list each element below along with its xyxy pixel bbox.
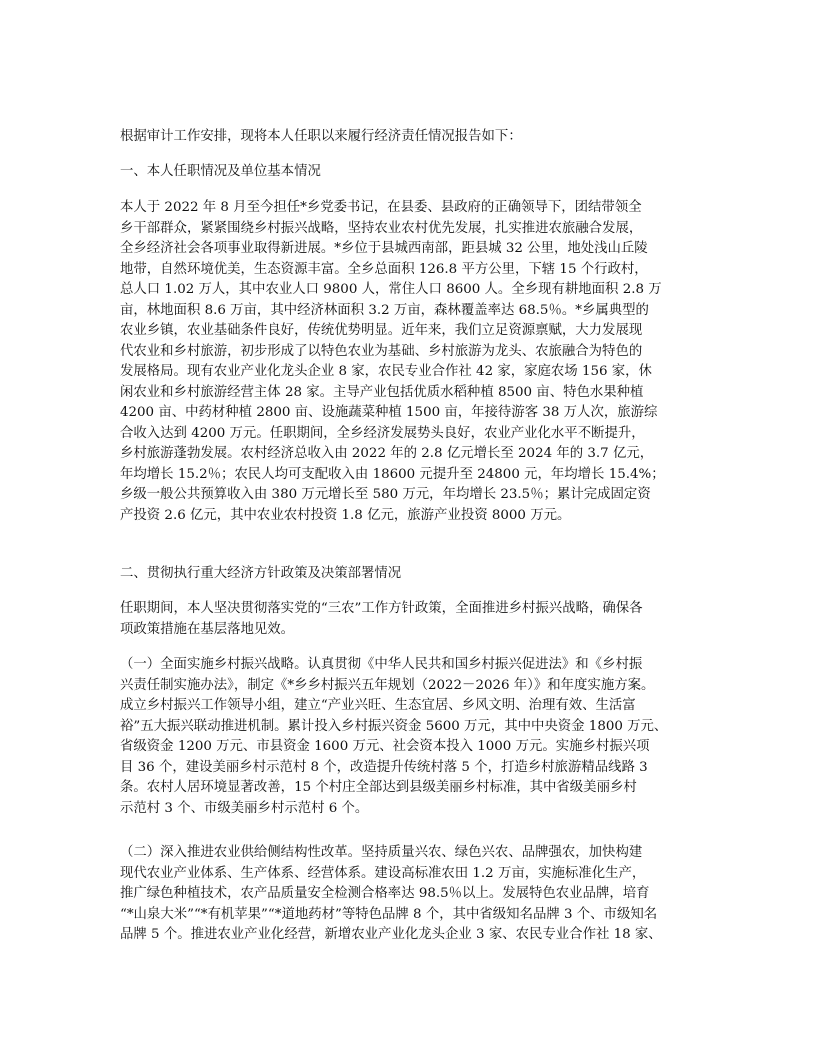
rural-revitalization-paragraph (120, 655, 710, 819)
policy-intro-paragraph (120, 599, 710, 640)
text-line: 产投资 2.6 亿元，其中农业农村投资 1.8 亿元，旅游产业投资 8000 万元。 (120, 507, 571, 523)
intro-paragraph (120, 127, 710, 148)
heading-line: 一、本人任职情况及单位基本情况 (120, 164, 321, 179)
text-line: 全乡经济社会各项事业取得新进展。*乡位于县城西南部，距县城 32 公里，地处浅山丘陵 (120, 241, 648, 256)
text-line: 示范村 3 个、市级美丽乡村示范村 6 个。 (120, 800, 369, 816)
text-line: 品牌 5 个。推进农业产业化经营，新增农业产业化龙头企业 3 家、农民专业合作社 18 家、 (120, 927, 662, 942)
text-line: 项政策措施在基层落地见效。 (120, 621, 295, 637)
text-line: 合收入达到 4200 万元。任职期间，全乡经济发展势头良好，农业产业化水平不断提升， (120, 425, 645, 441)
text-line: 闲农业和乡村旅游经营主体 28 家。主导产业包括优质水稻种植 8500 亩、特色水果种植 (120, 384, 644, 400)
section-heading-1 (120, 162, 710, 183)
text-line: 成立乡村振兴工作领导小组，建立“产业兴旺、生态宜居、乡风文明、治理有效、生活富 (120, 698, 636, 713)
text-line: （一）全面实施乡村振兴战略。认真贯彻《中华人民共和国乡村振兴促进法》和《乡村振 (120, 657, 643, 672)
text-line: 农业乡镇，农业基础条件良好，传统优势明显。近年来，我们立足资源禀赋，大力发展现 (120, 323, 643, 338)
text-line: 发展格局。现有农业产业化龙头企业 8 家，农民专业合作社 42 家，家庭农场 156 家，休 (120, 364, 652, 379)
text-line: 根据审计工作安排，现将本人任职以来履行经济责任情况报告如下： (120, 129, 522, 144)
text-line: 亩，林地面积 8.6 万亩，其中经济林面积 3.2 万亩，森林覆盖率达 68.5％。*乡属典型的 (120, 302, 649, 318)
text-line: 地带，自然环境优美，生态资源丰富。全乡总面积 126.8 平方公里，下辖 15 个行政村， (120, 261, 648, 277)
text-line: 现代农业产业体系、生产体系、经营体系。建设高标准农田 1.2 万亩，实施标准化生产， (120, 865, 646, 881)
text-line: “*山泉大米”“*有机苹果”“*道地药材”等特色品牌 8 个，其中省级知名品牌 3 个、市级知名 (120, 906, 658, 922)
text-line: 裕”五大振兴联动推进机制。累计投入乡村振兴资金 5600 万元，其中中央资金 1800 万元、 (120, 718, 668, 734)
text-line: 省级资金 1200 万元、市县资金 1600 万元、社会资本投入 1000 万元。实施乡村振兴项 (120, 739, 650, 754)
heading-line: 二、贯彻执行重大经济方针政策及决策部署情况 (120, 566, 402, 581)
text-line: 乡级一般公共预算收入由 380 万元增长至 580 万元，年均增长 23.5％；累计完成固定资 (120, 487, 651, 502)
text-line: 兴责任制实施办法》，制定《*乡乡村振兴五年规划（2022－2026 年）》和年度实施方案。 (120, 677, 655, 693)
text-line: 总人口 1.02 万人，其中农业人口 9800 人，常住人口 8600 人。全乡现有耕地面积 2.8 万 (120, 282, 662, 297)
text-line: 4200 亩、中药材种植 2800 亩、设施蔬菜种植 1500 亩，年接待游客 38 万人次，旅游综 (120, 405, 658, 420)
text-line: 乡干部群众，紧紧围绕乡村振兴战略，坚持农业农村优先发展，扎实推进农旅融合发展， (120, 220, 643, 236)
text-line: 年均增长 15.2％；农民人均可支配收入由 18600 元提升至 24800 元，年均增长 15.4%； (120, 466, 665, 482)
text-line: （二）深入推进农业供给侧结构性改革。坚持质量兴农、绿色兴农、品牌强农，加快构建 (120, 845, 643, 860)
text-line: 条。农村人居环境显著改善，15 个村庄全部达到县级美丽乡村标准，其中省级美丽乡村 (120, 780, 637, 795)
text-line: 本人于 2022 年 8 月至今担任*乡党委书记，在县委、县政府的正确领导下，团结带领全 (120, 200, 642, 215)
basic-situation-paragraph (120, 198, 710, 526)
section-heading-2 (120, 564, 710, 585)
text-line: 任职期间，本人坚决贯彻落实党的“三农”工作方针政策，全面推进乡村振兴战略，确保各 (120, 601, 643, 616)
supply-side-reform-paragraph (120, 843, 710, 946)
text-line: 推广绿色种植技术，农产品质量安全检测合格率达 98.5％以上。发展特色农业品牌，培育 (120, 886, 650, 901)
text-line: 乡村旅游蓬勃发展。农村经济总收入由 2022 年的 2.8 亿元增长至 2024 年的 3.7 亿元， (120, 446, 654, 461)
text-line: 代农业和乡村旅游，初步形成了以特色农业为基础、乡村旅游为龙头、农旅融合为特色的 (120, 343, 643, 359)
text-line: 目 36 个，建设美丽乡村示范村 8 个，改造提升传统村落 5 个，打造乡村旅游精品线路 3 (120, 759, 648, 775)
